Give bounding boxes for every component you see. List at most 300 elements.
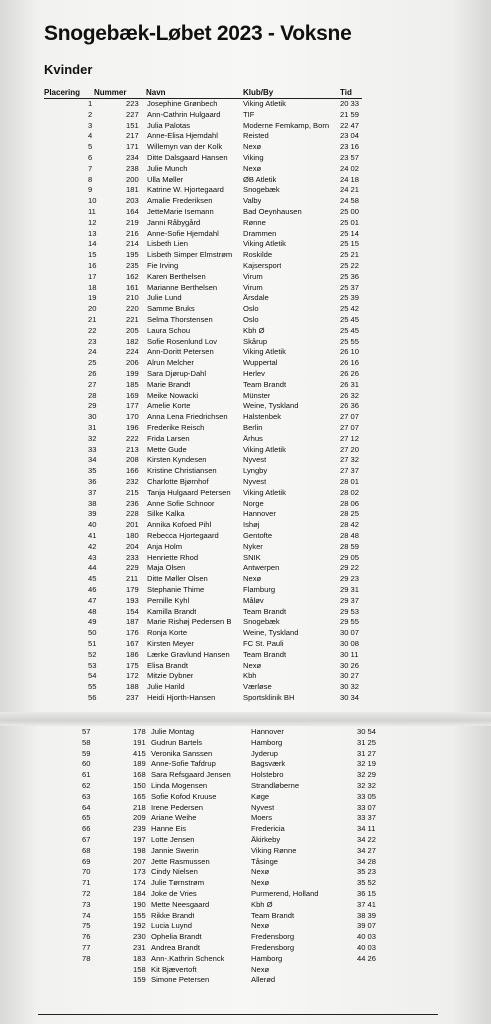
table-row	[0, 435, 491, 443]
row-name: Julie Munch	[147, 164, 188, 173]
row-club: Flamburg	[243, 586, 276, 594]
row-time: 20 33	[340, 99, 360, 108]
table-row	[0, 197, 491, 205]
row-club: Strandløberne	[251, 782, 300, 790]
row-time: 25 15	[340, 239, 360, 249]
row-name: Kirsten Meyer	[147, 640, 194, 648]
row-number: 170	[126, 412, 139, 422]
row-name: Fie Irving	[147, 262, 179, 270]
row-club: Oslo	[243, 316, 259, 324]
row-number: 183	[133, 953, 146, 963]
row-place: 11	[88, 207, 96, 216]
row-number: 235	[126, 261, 139, 270]
row-time: 44 26	[357, 953, 377, 963]
row-place: 10	[88, 196, 97, 206]
row-number: 233	[126, 552, 139, 562]
row-club: Reisted	[243, 132, 269, 141]
row-club: Bad Oeynhausen	[243, 208, 302, 216]
row-place: 58	[82, 737, 91, 747]
row-number: 232	[126, 477, 139, 486]
row-number: 165	[133, 791, 146, 801]
row-name: Mitzie Dybner	[147, 672, 194, 681]
row-time: 29 55	[340, 617, 360, 627]
row-number: 158	[133, 964, 146, 974]
row-name: Lisbeth Lien	[147, 240, 188, 249]
row-club: Nyker	[243, 542, 263, 551]
row-club: Viking Atletik	[243, 445, 286, 454]
table-row	[0, 154, 491, 162]
row-name: Ariane Weihe	[151, 814, 197, 823]
row-club: Weine, Tyskland	[243, 629, 299, 638]
row-time: 29 37	[340, 595, 360, 605]
row-number: 198	[133, 845, 146, 855]
row-place: 77	[82, 943, 91, 952]
table-row	[0, 532, 491, 540]
table-row	[0, 597, 491, 605]
row-time: 24 02	[340, 163, 360, 173]
row-number: 231	[133, 943, 146, 952]
row-name: Sara Djørup-Dahl	[147, 370, 207, 378]
row-time: 28 01	[340, 477, 360, 486]
table-row	[0, 500, 491, 508]
row-number: 166	[126, 466, 139, 476]
row-club: Skårup	[243, 337, 268, 346]
row-time: 34 27	[357, 845, 377, 855]
table-row	[0, 284, 491, 292]
row-place: 23	[88, 336, 97, 346]
row-name: Katrine W. Hjortegaard	[147, 186, 224, 195]
table-row	[0, 955, 491, 963]
row-club: Holstebro	[251, 771, 284, 780]
table-row	[0, 640, 491, 648]
row-number: 205	[126, 325, 139, 335]
row-time: 28 59	[340, 541, 360, 551]
table-row	[0, 262, 491, 270]
row-time: 30 26	[340, 660, 360, 670]
table-row	[0, 208, 491, 216]
row-club: Halstenbek	[243, 413, 281, 422]
row-number: 176	[126, 628, 139, 638]
row-club: Münster	[243, 391, 271, 400]
row-place: 27	[88, 379, 97, 389]
row-time: 21 59	[340, 109, 360, 119]
row-name: Heidi Hjorth-Hansen	[147, 694, 216, 702]
row-name: Karen Berthelsen	[147, 272, 206, 281]
row-name: Anne-Elisa Hjemdahl	[147, 132, 218, 141]
row-time: 25 45	[340, 325, 360, 335]
row-number: 177	[126, 401, 139, 411]
table-row	[0, 327, 491, 335]
row-name: Joke de Vries	[151, 890, 197, 898]
row-number: 199	[126, 369, 139, 378]
row-time: 27 37	[340, 466, 360, 476]
row-club: Nexø	[243, 143, 262, 152]
row-club: Årsdale	[243, 294, 269, 303]
row-time: 38 39	[357, 910, 377, 920]
row-number: 224	[126, 347, 139, 357]
table-row	[0, 782, 491, 790]
row-name: Julie Lund	[147, 294, 182, 303]
row-place: 45	[88, 574, 97, 584]
row-place: 34	[88, 455, 97, 465]
row-place: 56	[88, 693, 97, 702]
row-name: Selma Thorstensen	[147, 316, 213, 324]
row-place: 41	[88, 531, 97, 540]
row-name: Janni Råbygård	[147, 218, 201, 227]
row-name: Anne-Sofie Hjemdahl	[147, 229, 219, 238]
table-row	[0, 186, 491, 194]
row-club: Moers	[251, 814, 273, 823]
table-row	[0, 359, 491, 367]
row-place: 73	[82, 899, 91, 909]
row-club: Nexø	[251, 879, 270, 888]
row-name: Sara Refsgaard Jensen	[151, 771, 231, 780]
row-time: 26 36	[340, 401, 360, 411]
row-number: 208	[126, 455, 139, 465]
row-club: Kbh Ø	[243, 326, 265, 335]
table-row	[0, 467, 491, 475]
row-club: Gentofte	[243, 532, 273, 540]
row-number: 213	[126, 444, 139, 454]
row-name: Irene Pedersen	[151, 803, 203, 812]
row-number: 186	[126, 649, 139, 659]
row-name: Kit Bjævertoft	[151, 965, 197, 974]
row-number: 196	[126, 423, 139, 432]
table-row	[0, 305, 491, 313]
row-place: 61	[82, 770, 91, 780]
row-number: 210	[126, 293, 139, 303]
row-club: Fredensborg	[251, 944, 295, 952]
row-name: JetteMarie Isemann	[147, 208, 214, 216]
row-number: 184	[133, 889, 146, 898]
row-place: 44	[88, 563, 97, 573]
row-place: 40	[88, 520, 97, 530]
row-club: Nexø	[243, 661, 262, 670]
row-club: Måløv	[243, 596, 264, 605]
row-number: 216	[126, 228, 139, 238]
row-place: 43	[88, 552, 97, 562]
row-place: 68	[82, 845, 91, 855]
row-club: Roskilde	[243, 251, 273, 260]
row-name: Maja Olsen	[147, 564, 186, 573]
row-name: Jannie Swerin	[151, 846, 199, 855]
row-place: 32	[88, 433, 97, 443]
row-place: 29	[88, 401, 97, 411]
row-club: Snogebæk	[243, 618, 280, 627]
row-number: 192	[133, 921, 146, 931]
row-time: 27 32	[340, 455, 360, 465]
row-name: Julie Tørnstrøm	[151, 879, 205, 888]
table-row	[0, 814, 491, 822]
row-time: 35 23	[357, 867, 377, 877]
row-place: 12	[88, 217, 97, 227]
table-row	[0, 966, 491, 974]
row-name: Kristine Christiansen	[147, 467, 217, 476]
row-name: Linda Mogensen	[151, 782, 208, 790]
row-name: Frederike Reisch	[147, 424, 205, 432]
row-club: Herlev	[243, 370, 265, 378]
row-number: 230	[133, 932, 146, 942]
row-place: 31	[88, 423, 97, 432]
row-number: 172	[126, 671, 139, 681]
row-club: Antwerpen	[243, 564, 280, 573]
row-club: Kbh Ø	[251, 900, 273, 909]
row-club: Wuppertal	[243, 359, 278, 368]
row-place: 70	[82, 867, 91, 877]
table-row	[0, 760, 491, 768]
section-heading: Kvinder	[44, 62, 93, 77]
row-name: Hanne Eis	[151, 825, 187, 834]
row-time: 34 28	[357, 856, 377, 866]
row-time: 24 21	[340, 185, 360, 195]
row-name: Kirsten Kyndesen	[147, 456, 207, 465]
row-club: Viking Rønne	[251, 846, 297, 855]
row-name: Lisbeth Simper Elmstrøm	[147, 251, 233, 260]
row-place: 9	[88, 185, 93, 195]
row-number: 228	[126, 509, 139, 519]
row-time: 30 08	[340, 639, 360, 648]
row-name: Jette Rasmussen	[151, 857, 210, 866]
row-place: 30	[88, 412, 97, 422]
row-number: 164	[126, 207, 139, 216]
row-time: 23 57	[340, 153, 360, 162]
row-number: 237	[126, 693, 139, 702]
row-number: 189	[133, 759, 146, 769]
row-name: Kamilla Brandt	[147, 607, 197, 616]
row-number: 181	[126, 185, 139, 195]
row-club: Virum	[243, 272, 263, 281]
row-club: Hamborg	[251, 738, 283, 747]
row-place: 21	[88, 315, 97, 324]
row-place: 64	[82, 802, 91, 812]
row-number: 169	[126, 390, 139, 400]
row-place: 47	[88, 595, 97, 605]
row-place: 3	[88, 120, 93, 130]
row-place: 66	[82, 824, 91, 834]
row-club: Nexø	[251, 868, 270, 877]
row-name: Annika Kofoed Pihl	[147, 521, 212, 530]
row-club: Kbh	[243, 672, 257, 681]
table-row	[0, 683, 491, 691]
row-number: 218	[133, 802, 146, 812]
row-time: 29 31	[340, 585, 360, 594]
table-row	[0, 901, 491, 909]
row-club: TIF	[243, 110, 255, 119]
row-name: Rebecca Hjortegaard	[147, 532, 219, 540]
table-row	[0, 944, 491, 952]
row-time: 34 11	[357, 824, 376, 834]
row-time: 25 39	[340, 293, 360, 303]
row-name: Pernille Kyhl	[147, 596, 190, 605]
row-club: ØB Atletik	[243, 175, 277, 184]
row-number: 415	[133, 748, 146, 758]
row-number: 190	[133, 899, 146, 909]
row-number: 159	[133, 975, 146, 985]
row-name: Henriette Rhod	[147, 553, 199, 562]
table-row	[0, 381, 491, 389]
row-number: 215	[126, 487, 139, 497]
row-name: Cindy Nielsen	[151, 868, 198, 877]
row-place: 16	[88, 261, 97, 270]
row-club: Weine, Tyskland	[243, 402, 299, 411]
row-club: Århus	[243, 434, 263, 443]
table-row	[0, 240, 491, 248]
row-club: FC St. Pauli	[243, 640, 284, 648]
row-number: 239	[133, 824, 146, 834]
row-club: Valby	[243, 197, 262, 206]
row-place: 71	[82, 878, 91, 888]
row-club: Viking	[243, 154, 264, 162]
row-place: 39	[88, 509, 97, 519]
row-name: Anne-Sofie Tafdrup	[151, 760, 216, 769]
row-place: 7	[88, 163, 93, 173]
row-club: Virum	[243, 283, 263, 292]
row-club: Viking Atletik	[243, 100, 286, 108]
row-club: Ishøj	[243, 521, 260, 530]
row-name: Silke Kalka	[147, 510, 185, 519]
row-place: 17	[88, 271, 97, 281]
table-row	[0, 554, 491, 562]
row-number: 220	[126, 304, 139, 314]
row-number: 178	[133, 727, 146, 736]
row-name: Ditte Møller Olsen	[147, 575, 208, 584]
row-time: 36 15	[357, 889, 377, 898]
row-club: Køge	[251, 792, 270, 801]
row-name: Charlotte Bjørnhof	[147, 478, 209, 486]
table-row	[0, 348, 491, 356]
row-number: 223	[126, 99, 139, 108]
page-title: Snogebæk-Løbet 2023 - Voksne	[44, 22, 352, 45]
row-club: Allerød	[251, 976, 276, 985]
row-time: 24 18	[340, 174, 360, 184]
table-row	[0, 456, 491, 464]
row-time: 30 32	[340, 682, 360, 692]
table-row	[0, 662, 491, 670]
row-place: 25	[88, 358, 97, 368]
row-place: 20	[88, 304, 97, 314]
row-number: 234	[126, 153, 139, 162]
table-row	[0, 586, 491, 594]
row-place: 49	[88, 617, 97, 627]
row-number: 201	[126, 520, 139, 530]
row-time: 32 19	[357, 759, 377, 769]
table-row	[0, 176, 491, 184]
row-time: 29 23	[340, 574, 360, 584]
row-time: 28 25	[340, 509, 360, 519]
row-name: Alrun Melcher	[147, 359, 194, 368]
row-time: 28 06	[340, 498, 360, 508]
row-name: Meike Nowacki	[147, 391, 199, 400]
row-number: 150	[133, 781, 146, 790]
table-row	[0, 793, 491, 801]
row-club: Berlin	[243, 424, 263, 432]
row-time: 27 07	[340, 423, 360, 432]
row-place: 63	[82, 791, 91, 801]
row-name: Julia Palotas	[147, 121, 191, 130]
row-place: 36	[88, 477, 97, 486]
row-time: 28 02	[340, 487, 360, 497]
footer-divider	[38, 1014, 438, 1015]
row-time: 28 42	[340, 520, 360, 530]
row-number: 222	[126, 433, 139, 443]
row-number: 214	[126, 239, 139, 249]
row-number: 155	[133, 910, 146, 920]
row-number: 154	[126, 606, 139, 616]
row-time: 31 27	[357, 748, 377, 758]
row-number: 187	[126, 617, 139, 627]
row-time: 32 29	[357, 770, 377, 780]
row-number: 229	[126, 563, 139, 573]
table-row	[0, 868, 491, 876]
table-row	[0, 230, 491, 238]
table-row	[0, 933, 491, 941]
row-number: 207	[133, 856, 146, 866]
row-name: Simone Petersen	[151, 976, 210, 985]
row-club: Team Brandt	[243, 607, 287, 616]
row-time: 26 10	[340, 347, 360, 357]
row-number: 217	[126, 131, 139, 141]
row-name: Gudrun Bartels	[151, 738, 203, 747]
row-club: Hannover	[251, 728, 284, 736]
row-time: 30 07	[340, 628, 360, 638]
row-time: 30 11	[340, 649, 359, 659]
row-place: 75	[82, 921, 91, 931]
row-number: 185	[126, 379, 139, 389]
row-club: Fredericia	[251, 825, 285, 834]
row-place: 6	[88, 153, 93, 162]
row-time: 25 37	[340, 282, 360, 292]
table-row	[0, 608, 491, 616]
table-row	[0, 132, 491, 140]
table-row	[0, 847, 491, 855]
row-time: 23 04	[340, 131, 360, 141]
paper-fold	[0, 712, 491, 726]
row-club: Moderne Femkamp, Born	[243, 121, 330, 130]
row-place: 46	[88, 585, 97, 594]
row-number: 151	[126, 120, 139, 130]
row-club: Værløse	[243, 683, 272, 692]
row-club: Kajsersport	[243, 262, 282, 270]
row-name: Elisa Brandt	[147, 661, 188, 670]
table-row	[0, 836, 491, 844]
row-place: 42	[88, 541, 97, 551]
table-row	[0, 489, 491, 497]
table-row	[0, 338, 491, 346]
row-number: 238	[126, 163, 139, 173]
row-name: Rikke Brandt	[151, 911, 195, 920]
row-club: Sportsklinik BH	[243, 694, 295, 702]
row-time: 26 16	[340, 358, 360, 368]
row-time: 25 01	[340, 217, 360, 227]
row-time: 31 25	[357, 737, 377, 747]
row-time: 32 32	[357, 781, 377, 790]
row-club: Team Brandt	[243, 380, 287, 389]
header-placering: Placering	[44, 88, 81, 97]
row-time: 29 53	[340, 606, 360, 616]
table-row	[0, 316, 491, 324]
row-place: 5	[88, 142, 93, 152]
table-row	[0, 825, 491, 833]
row-club: Rønne	[243, 218, 266, 227]
row-club: Team Brandt	[251, 911, 295, 920]
row-place: 53	[88, 660, 97, 670]
table-row	[0, 575, 491, 583]
table-row	[0, 564, 491, 572]
row-place: 51	[88, 639, 97, 648]
row-number: 197	[133, 835, 146, 844]
row-place: 54	[88, 671, 97, 681]
table-row	[0, 739, 491, 747]
